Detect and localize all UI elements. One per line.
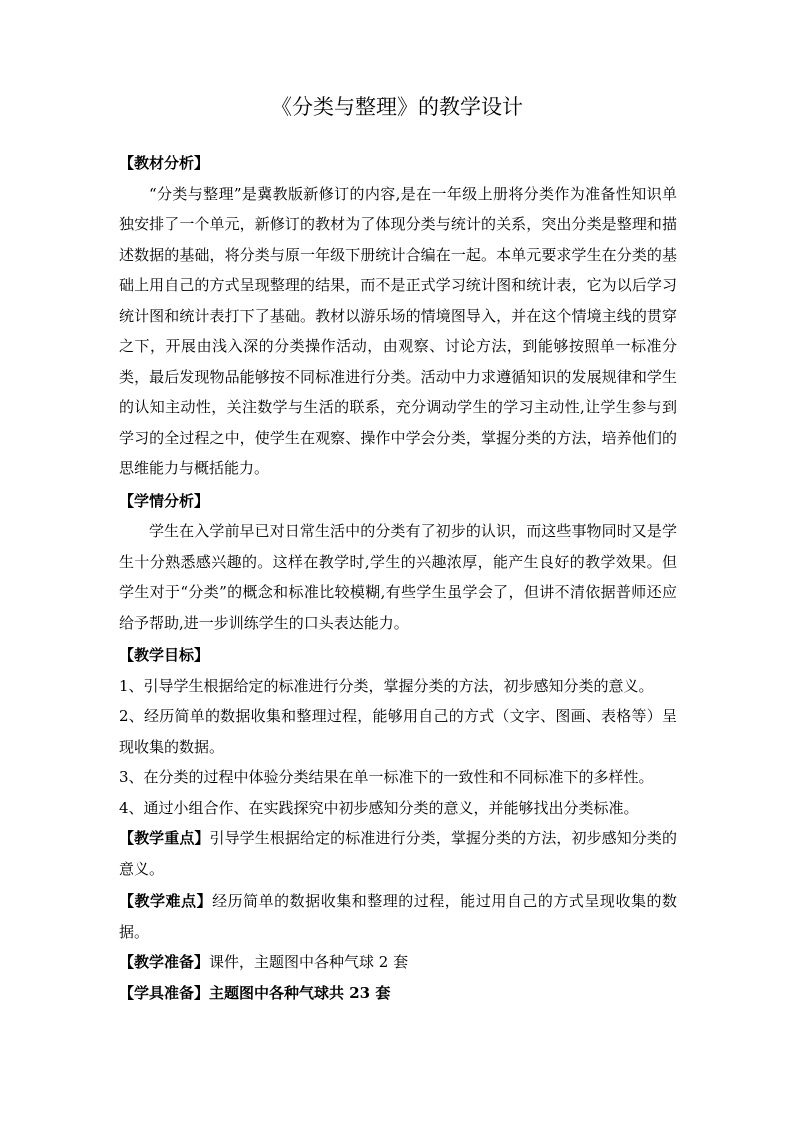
objective-item-2: 2、经历简单的数据收集和整理过程，能够用自己的方式（文字、图画、表格等）呈现收集的数据。 <box>119 707 677 756</box>
difficulty-label: 【教学难点】 <box>119 892 213 910</box>
key-point-paragraph <box>119 823 677 884</box>
student-prep-text: 主题图中各种气球共 23 套 <box>209 983 391 1002</box>
objective-item-3: 3、在分类的过程中体验分类结果在单一标准下的一致性和不同标准下的多样性。 <box>119 768 654 786</box>
key-point-label: 【教学重点】 <box>119 829 210 847</box>
objective-item-4: 4、通过小组合作、在实践探究中初步感知分类的意义，并能够找出分类标准。 <box>119 798 639 817</box>
textbook-analysis-heading: 【教材分析】 <box>119 154 210 172</box>
document-body <box>119 148 677 1008</box>
student-prep-label: 【学具准备】 <box>119 983 210 1002</box>
teaching-prep-label: 【教学准备】 <box>119 953 210 971</box>
student-prep-paragraph <box>119 978 677 1009</box>
teaching-prep-paragraph <box>119 947 677 978</box>
difficulty-paragraph <box>119 886 677 947</box>
key-point-text: 引导学生根据给定的标准进行分类，掌握分类的方法，初步感知分类的意义。 <box>119 829 677 878</box>
objectives-heading: 【教学目标】 <box>119 646 210 664</box>
difficulty-text: 经历简单的数据收集和整理的过程，能过用自己的方式呈现收集的数据。 <box>119 892 677 941</box>
teaching-prep-text: 课件，主题图中各种气球 2 套 <box>209 953 409 971</box>
objective-item-1: 1、引导学生根据给定的标准进行分类，掌握分类的方法，初步感知分类的意义。 <box>119 676 654 695</box>
student-analysis-paragraph: 学生在入学前早已对日常生活中的分类有了初步的认识，而这些事物同时又是学生十分熟悉感兴趣的。这样在教学时,学生的兴趣浓厚，能产生良好的教学效果。但学生对于“分类”的概念和标准比较模糊,有些学生虽学会了，但讲不清依据普师还应给予帮助,进一步训练学生的口头表达能力。 <box>119 522 677 632</box>
student-analysis-heading: 【学情分析】 <box>119 491 210 510</box>
textbook-analysis-paragraph: “分类与整理”是冀教版新修订的内容,是在一年级上册将分类作为准备性知识单独安排了一个单元，新修订的教材为了体现分类与统计的关系，突出分类是整理和描述数据的基础，将分类与原一年级下册统计合编在一起。本单元要求学生在分类的基础上用自己的方式呈现整理的结果，而不是正式学习统计图和统计表，它为以后学习统计图和统计表打下了基础。教材以游乐场的情境图导入，并在这个情境主线的贯穿之下，开展由浅入深的分类操作活动，由观察、讨论方法，到能够按照单一标准分类，最后发现物品能够按不同标准进行分类。活动中力求遵循知识的发展规律和学生的认知主动性，关注数学与生活的联系，充分调动学生的学习主动性,让学生参与到学习的全过程之中，使学生在观察、操作中学会分类，掌握分类的方法，培养他们的思维能力与概括能力。 <box>119 184 677 477</box>
document-title: 《分类与整理》的教学设计 <box>271 95 523 119</box>
